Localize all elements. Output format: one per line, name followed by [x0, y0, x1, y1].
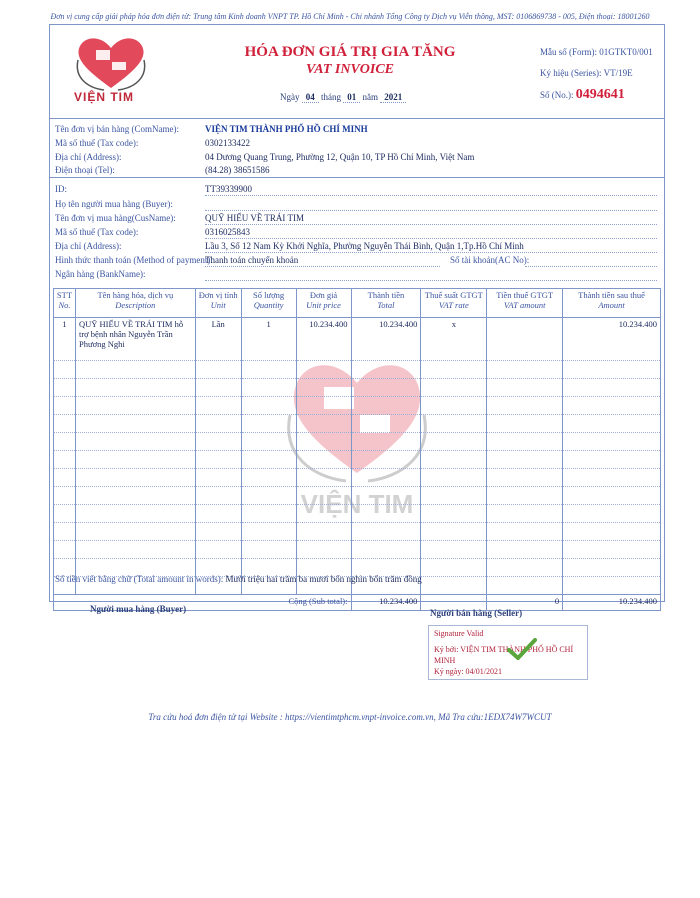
buyer-bank-label: Ngân hàng (BankName):: [55, 269, 146, 279]
buyer-address-label: Địa chỉ (Address):: [55, 241, 122, 251]
amount-in-words: [55, 574, 422, 584]
seller-tel-label: Điện thoại (Tel):: [55, 165, 115, 175]
table-row: [54, 318, 661, 361]
signature-date: Ký ngày: 04/01/2021: [434, 667, 502, 676]
buyer-name: QUỸ HIỂU VỀ TRÁI TIM: [205, 213, 304, 223]
row-amount: 10.234.400: [563, 318, 661, 361]
month-value: 01: [343, 92, 360, 103]
table-row: [54, 451, 661, 469]
invoice-date: [280, 92, 406, 102]
seller-tax-row: [55, 138, 250, 150]
table-row: [54, 415, 661, 433]
invoice-meta: [540, 42, 653, 106]
invoice-number: 0494641: [575, 87, 625, 102]
row-price: 10.234.400: [296, 318, 351, 361]
col-vat-amount: Tiền thuế GTGT VAT amount: [487, 289, 563, 318]
address-dotline: [205, 252, 657, 253]
seller-tel-row: [55, 165, 270, 177]
buyer-person-row: [55, 199, 205, 211]
svg-text:VIỆN TIM: VIỆN TIM: [300, 489, 414, 519]
buyer-payment-label: Hình thức thanh toán (Method of payment):: [55, 255, 213, 265]
lookup-footer: Tra cứu hoá đơn điện tử tại Website : https://vientimtphcm.vnpt-invoice.com.vn, Mã Tra cứu:1EDX74W7WCUT: [148, 712, 552, 722]
buyer-signature-label: Người mua hàng (Buyer): [90, 604, 187, 614]
payment-dotline: [205, 266, 440, 267]
buyer-address: Lầu 3, Số 12 Nam Kỳ Khởi Nghĩa, Phường Nguyễn Thái Bình, Quận 1,Tp.Hồ Chí Minh: [205, 241, 524, 251]
col-unit-price: Đơn giá Unit price: [296, 289, 351, 318]
year-label: năm: [362, 92, 378, 102]
header-divider: [49, 118, 665, 119]
month-label: tháng: [321, 92, 341, 102]
table-row: [54, 487, 661, 505]
buyer-person-label: Họ tên người mua hàng (Buyer):: [55, 199, 173, 209]
seller-address-row: [55, 152, 474, 164]
form-value: 01GTKT0/001: [599, 47, 653, 57]
col-no: STT No.: [54, 289, 76, 318]
col-unit: Đơn vị tính Unit: [195, 289, 241, 318]
table-row: [54, 397, 661, 415]
bank-dotline: [205, 280, 657, 281]
day-label: Ngày: [280, 92, 300, 102]
row-quantity: 1: [241, 318, 296, 361]
row-vat-amount: [487, 318, 563, 361]
buyer-payment: Thanh toán chuyển khoản: [205, 255, 299, 265]
signature-valid: Signature Valid: [434, 629, 484, 638]
series-label: Ký hiệu (Series):: [540, 68, 602, 78]
name-dotline: [205, 224, 657, 225]
col-description: Tên hàng hóa, dịch vụ Description: [75, 289, 195, 318]
buyer-account-row: [450, 255, 529, 267]
buyer-dotline: [205, 210, 657, 211]
row-total: 10.234.400: [351, 318, 421, 361]
series-value: VT/19E: [603, 68, 633, 78]
words-label: Số tiền viết bằng chữ (Total amount in words):: [55, 574, 224, 584]
day-value: 04: [302, 92, 319, 103]
buyer-tax-label: Mã số thuế (Tax code):: [55, 227, 139, 237]
row-vat-rate: x: [421, 318, 487, 361]
items-table: [53, 288, 661, 611]
seller-address: 04 Dương Quang Trung, Phường 12, Quận 10, TP Hồ Chí Minh, Việt Nam: [205, 152, 475, 162]
seller-buyer-divider: [49, 177, 665, 178]
buyer-tax: 0316025843: [205, 227, 250, 237]
buyer-bank-row: [55, 269, 205, 281]
seller-name-label: Tên đơn vị bán hàng (ComName):: [55, 124, 179, 134]
check-icon: [507, 638, 537, 660]
tax-dotline: [205, 238, 657, 239]
words-value: Mười triệu hai trăm ba mươi bốn nghìn bốn trăm đồng: [225, 574, 422, 584]
subtotal-amount: 10.234.400: [563, 595, 661, 611]
seller-address-label: Địa chỉ (Address):: [55, 152, 122, 162]
table-row: [54, 523, 661, 541]
id-dotline: [205, 195, 657, 196]
title-vi: HÓA ĐƠN GIÁ TRỊ GIA TĂNG: [244, 44, 456, 60]
row-unit: Lần: [195, 318, 241, 361]
signature-by: Ký bởi: VIỆN TIM THÀNH PHỐ HỒ CHÍ MINH: [434, 645, 574, 665]
col-total: Thành tiền Total: [351, 289, 421, 318]
title-en: VAT INVOICE: [305, 62, 395, 77]
seller-tax-label: Mã số thuế (Tax code):: [55, 138, 139, 148]
invoice-title: [190, 44, 510, 78]
row-no: 1: [54, 318, 76, 361]
logo-text: VIỆN TIM: [74, 90, 135, 104]
subtotal-label: Cộng (Sub total):: [54, 595, 352, 611]
table-row: [54, 469, 661, 487]
seller-tax: 0302133422: [205, 138, 250, 148]
no-label: Số (No.):: [540, 90, 574, 100]
table-row: [54, 379, 661, 397]
col-vat-rate: Thuế suất GTGT VAT rate: [421, 289, 487, 318]
buyer-account-label: Số tài khoản(AC No):: [450, 255, 530, 265]
table-header: [54, 289, 661, 318]
buyer-id-label: ID:: [55, 184, 67, 194]
seller-tel: (84.28) 38651586: [205, 165, 270, 175]
table-row: [54, 541, 661, 559]
provider-note: Đơn vị cung cấp giải pháp hóa đơn điện tử: Trung tâm Kinh doanh VNPT TP. Hồ Chí Minh - Chi nhánh Tổng Công ty Dịch vụ Viễn thông, MST: 0106869738 - 005, Điện thoại: 18001260: [50, 12, 650, 21]
table-row: [54, 361, 661, 379]
buyer-id: TT39339900: [205, 184, 252, 194]
year-value: 2021: [380, 92, 406, 103]
subtotal-vat: 0: [487, 595, 563, 611]
table-row: [54, 505, 661, 523]
subtotal-total: 10.234.400: [351, 595, 421, 611]
vien-tim-logo: [66, 30, 156, 110]
seller-signature-label: Người bán hàng (Seller): [430, 608, 523, 618]
seller-name: VIỆN TIM THÀNH PHỐ HỒ CHÍ MINH: [205, 124, 368, 134]
row-description: QUỸ HIỂU VỀ TRÁI TIM hỗ trợ bệnh nhân Nguyễn Trần Phương Nghi: [75, 318, 195, 361]
col-amount: Thành tiền sau thuế Amount: [563, 289, 661, 318]
form-label: Mẫu số (Form):: [540, 47, 597, 57]
buyer-name-label: Tên đơn vị mua hàng(CusName):: [55, 213, 176, 223]
col-quantity: Số lượng Quantity: [241, 289, 296, 318]
seller-name-row: [55, 124, 368, 136]
digital-signature-box: [428, 625, 588, 680]
table-row: [54, 433, 661, 451]
account-dotline: [525, 266, 657, 267]
